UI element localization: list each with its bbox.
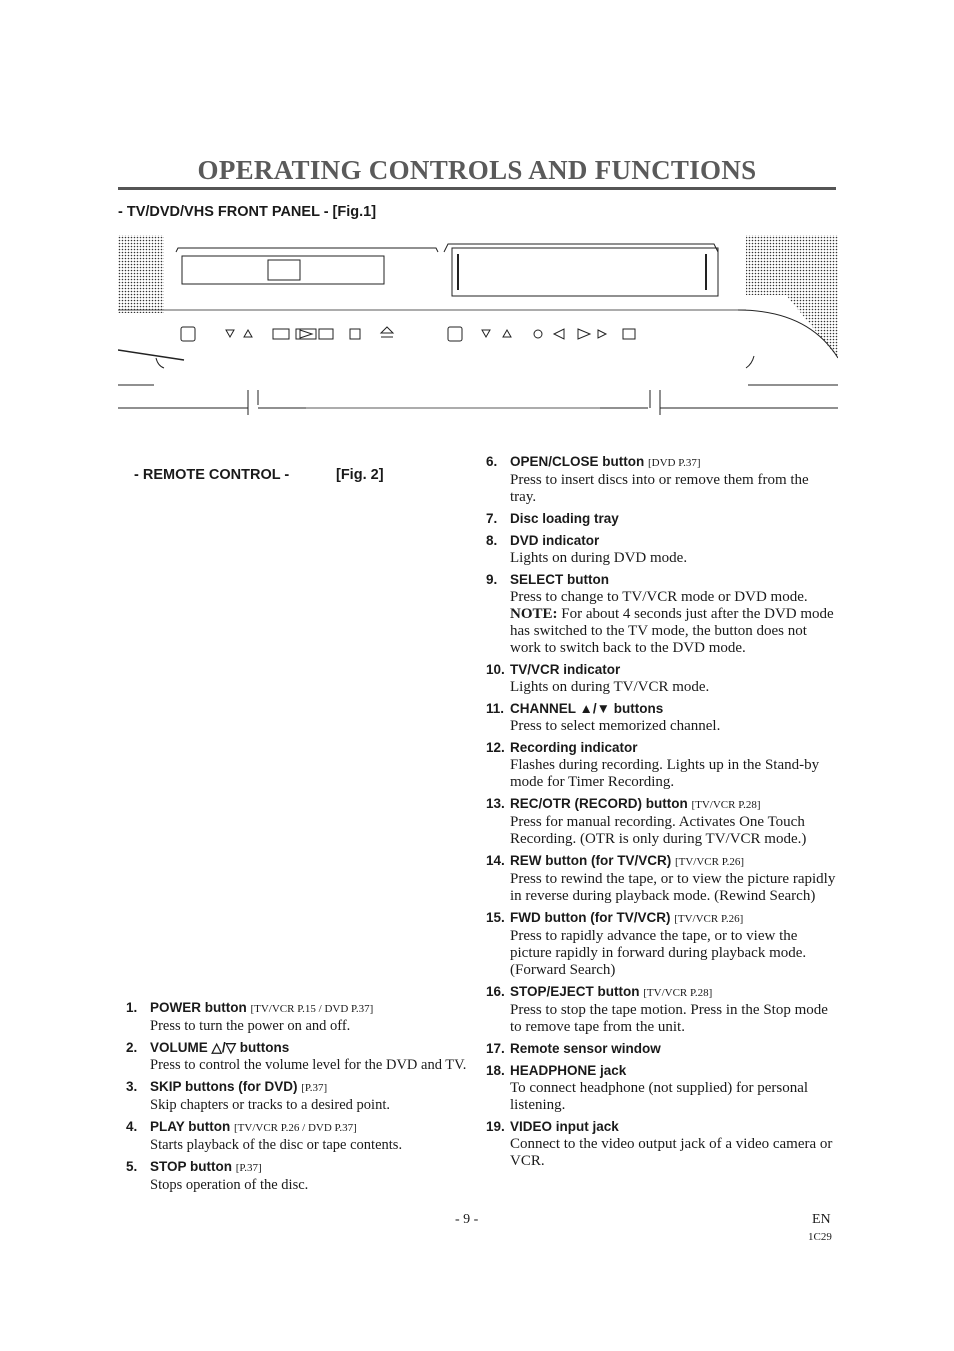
item-description: Starts playback of the disc or tape contents.	[150, 1137, 403, 1153]
item-description: Press to stop the tape motion. Press in the Stop mode to remove tape from the unit.	[510, 1002, 828, 1035]
page-reference: [TV/VCR P.26 / DVD P.37]	[234, 1122, 357, 1134]
front-panel-heading: - TV/DVD/VHS FRONT PANEL - [Fig.1]	[118, 204, 377, 220]
control-item	[486, 1062, 838, 1114]
item-label: SKIP buttons (for DVD)	[150, 1079, 298, 1094]
page-reference: [P.37]	[301, 1082, 328, 1094]
item-number: 18.	[486, 1063, 505, 1078]
item-description: Press to rewind the tape, or to view the picture rapidly in reverse during playback mode. (Rewind Search)	[510, 871, 836, 904]
page-reference: [TV/VCR P.26]	[674, 856, 745, 868]
model-code: 1C29	[808, 1231, 832, 1243]
item-number: 17.	[486, 1041, 505, 1056]
page-reference: [TV/VCR P.15 / DVD P.37]	[250, 1003, 374, 1015]
item-number: 2.	[126, 1040, 138, 1055]
item-description: Press to rapidly advance the tape, or to view the picture rapidly in forward during playback mode. (Forward Search)	[510, 928, 807, 978]
item-label: Disc loading tray	[510, 511, 619, 526]
item-label: OPEN/CLOSE button	[510, 454, 645, 469]
page-reference: [TV/VCR P.28]	[691, 799, 761, 811]
remote-control-heading: - REMOTE CONTROL -	[134, 467, 290, 483]
page-title: OPERATING CONTROLS AND FUNCTIONS	[197, 155, 757, 185]
item-label: HEADPHONE jack	[510, 1063, 627, 1078]
item-number: 5.	[126, 1159, 138, 1174]
control-item	[486, 571, 838, 657]
page-reference: [TV/VCR P.26]	[674, 913, 744, 925]
item-label: REW button (for TV/VCR)	[510, 853, 672, 868]
item-description: Skip chapters or tracks to a desired point.	[150, 1097, 390, 1113]
item-number: 15.	[486, 910, 505, 925]
item-description: Flashes during recording. Lights up in the Stand-by mode for Timer Recording.	[510, 757, 820, 790]
controls-list-left	[126, 999, 476, 1198]
item-description: Lights on during DVD mode.	[510, 550, 688, 566]
item-description: Lights on during TV/VCR mode.	[510, 679, 710, 695]
item-label: STOP button	[150, 1159, 232, 1174]
note-label: NOTE:	[510, 606, 558, 622]
item-description: Press for manual recording. Activates One Touch Recording. (OTR is only during TV/VCR mode.)	[510, 814, 807, 847]
item-label: Remote sensor window	[510, 1041, 661, 1056]
item-label: REC/OTR (RECORD) button	[510, 796, 688, 811]
front-panel-figure	[118, 230, 838, 415]
item-number: 7.	[486, 511, 498, 526]
page-reference: [TV/VCR P.28]	[643, 987, 713, 999]
speaker-grille-right	[746, 235, 838, 358]
item-number: 19.	[486, 1119, 505, 1134]
item-description: Press to change to TV/VCR mode or DVD mode.	[510, 589, 808, 605]
item-number: 9.	[486, 572, 498, 587]
item-label: DVD indicator	[510, 533, 600, 548]
item-number: 8.	[486, 533, 498, 548]
control-item	[126, 1039, 476, 1074]
item-description: Stops operation of the disc.	[150, 1177, 309, 1193]
page-number: - 9 -	[455, 1212, 479, 1227]
control-item	[126, 1158, 476, 1194]
speaker-grille-left	[118, 235, 164, 313]
control-item	[486, 852, 838, 905]
item-label: Recording indicator	[510, 740, 638, 755]
control-item	[126, 999, 476, 1035]
item-number: 3.	[126, 1079, 138, 1094]
item-label: FWD button (for TV/VCR)	[510, 910, 671, 925]
control-item	[486, 532, 838, 567]
item-note-block	[510, 606, 838, 657]
item-label: STOP/EJECT button	[510, 984, 640, 999]
item-description: Connect to the video output jack of a video camera or VCR.	[510, 1136, 833, 1169]
item-number: 10.	[486, 662, 505, 677]
item-number: 11.	[486, 701, 505, 716]
control-item	[486, 700, 838, 735]
control-item	[486, 510, 838, 528]
control-item	[126, 1118, 476, 1154]
control-item	[486, 795, 838, 848]
control-item	[486, 1040, 838, 1058]
controls-list-right	[486, 453, 838, 1174]
control-item	[486, 453, 838, 506]
item-description: Press to turn the power on and off.	[150, 1018, 351, 1034]
note-text: For about 4 seconds just after the DVD mode has switched to the TV mode, the button does not work to switch back to the DVD mode.	[510, 606, 834, 656]
control-item	[486, 909, 838, 979]
item-label: SELECT button	[510, 572, 609, 587]
item-number: 6.	[486, 454, 498, 469]
title-divider	[118, 187, 836, 190]
control-item	[486, 1118, 838, 1170]
item-label: PLAY button	[150, 1119, 231, 1134]
page-reference: [DVD P.37]	[648, 457, 701, 469]
control-item	[486, 983, 838, 1036]
item-number: 1.	[126, 1000, 138, 1015]
item-label: CHANNEL ▲/▼ buttons	[510, 701, 664, 716]
control-item	[126, 1078, 476, 1114]
item-description: Press to insert discs into or remove them from the tray.	[510, 472, 809, 505]
item-number: 14.	[486, 853, 505, 868]
item-label: VOLUME △/▽ buttons	[150, 1040, 290, 1055]
remote-control-fig-label: [Fig. 2]	[336, 467, 384, 483]
item-description: Press to control the volume level for the DVD and TV.	[150, 1057, 467, 1073]
item-description: Press to select memorized channel.	[510, 718, 721, 734]
item-number: 16.	[486, 984, 505, 999]
page-reference: [P.37]	[235, 1162, 262, 1174]
language-code: EN	[812, 1212, 831, 1227]
control-item	[486, 661, 838, 696]
item-label: TV/VCR indicator	[510, 662, 621, 677]
item-label: POWER button	[150, 1000, 247, 1015]
item-number: 13.	[486, 796, 505, 811]
item-description: To connect headphone (not supplied) for personal listening.	[510, 1080, 809, 1113]
item-number: 12.	[486, 740, 505, 755]
item-label: VIDEO input jack	[510, 1119, 619, 1134]
control-item	[486, 739, 838, 791]
item-number: 4.	[126, 1119, 138, 1134]
